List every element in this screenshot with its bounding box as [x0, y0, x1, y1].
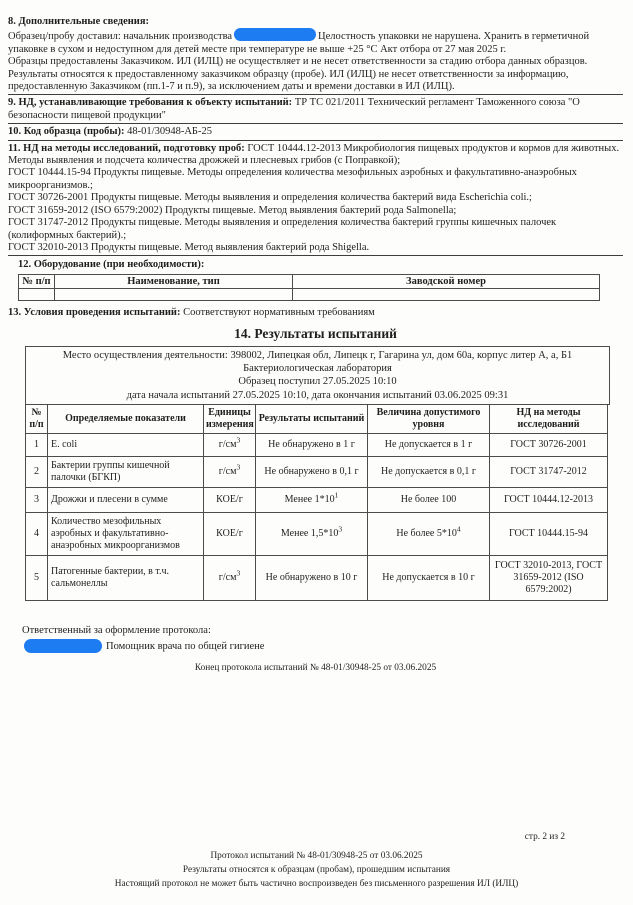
- table-row: 4 Количество мезофильных аэробных и факультативно-анаэробных микроорганизмов КОЕ/г Менее $1,5*10^3$ Не более $5*10^4$ ГОСТ 10444.15-94: [26, 512, 608, 555]
- results-header-row: [26, 404, 608, 433]
- section-11-label: 11. НД на методы исследований, подготовку проб:: [8, 142, 245, 154]
- equipment-header-serial: Заводской номер: [293, 274, 600, 289]
- section-11-first-item: ГОСТ 10444.12-2013 Микробиология пищевых продуктов и кормов для животных. Методы выявления и подсчета количества дрожжей и плесневых грибов (с Поправкой);: [8, 142, 620, 167]
- section-8-text-before-redaction: Образец/пробу доставил: начальник производства: [8, 31, 233, 43]
- page-footer: [0, 830, 633, 891]
- equipment-header-row: [19, 274, 600, 289]
- signature-block: [8, 625, 623, 654]
- method-line: ГОСТ 31747-2012 Продукты пищевые. Методы выявления и определения количества бактерий группы кишечных палочек (колиформных бактерий).;: [8, 217, 557, 241]
- laboratory-name: Бактериологическая лаборатория: [243, 363, 392, 375]
- page-number: стр. 2 из 2: [524, 832, 565, 842]
- results-header-num: № п/п: [26, 404, 48, 433]
- footer-protocol-number: Протокол испытаний № 48-01/30948-25 от 03.06.2025: [210, 851, 423, 861]
- table-row: 5 Патогенные бактерии, в т.ч. сальмонеллы $г/см^3$ Не обнаружено в 10 г Не допускается в 10 г ГОСТ 32010-2013, ГОСТ 31659-2012 (ISO 6579:2002): [26, 555, 608, 600]
- section-sample-code: [8, 124, 623, 140]
- table-row: 1 E. coli $г/см^3$ Не обнаружено в 1 г Не допускается в 1 г ГОСТ 30726-2001: [26, 433, 608, 456]
- method-line: ГОСТ 31659-2012 (ISO 6579:2002) Продукты пищевые. Метод выявления бактерий рода Salmonella;: [8, 204, 457, 216]
- redaction-box: [24, 639, 102, 653]
- section-13-label: 13. Условия проведения испытаний:: [8, 307, 181, 319]
- results-title: 14. Результаты испытаний: [234, 325, 397, 341]
- section-10-value: 48-01/30948-АБ-25: [124, 126, 212, 138]
- signature-label: Ответственный за оформление протокола:: [22, 624, 211, 636]
- equipment-header-num: № п/п: [19, 274, 55, 289]
- results-header-limit: Величина допустимого уровня: [368, 404, 490, 433]
- redaction-box: [234, 28, 316, 41]
- section-8-paragraph-2: Образцы предоставлены Заказчиком. ИЛ (ИЛЦ) не осуществляет и не несет ответственности за стадию отбора данных образцов. Результаты относятся к предоставленному заказчиком образцу (пробе). ИЛ (ИЛЦ) не несет ответственности за информацию, предоставленную Заказчиком (пп.1-7 и п.9), за исключением даты и времени доставки в ИЛ (ИЛЦ).: [8, 56, 588, 93]
- equipment-header-name: Наименование, тип: [55, 274, 293, 289]
- method-line: ГОСТ 30726-2001 Продукты пищевые. Методы выявления и определения количества бактерий вида Escherichia coli.;: [8, 192, 532, 204]
- section-8-text-after-redaction: Целостность упаковки не нарушена. Хранить в герметичной упаковке в сухом и недоступном для детей месте при температуре не выше +25 °С Акт отбора от 27 мая 2025 г.: [8, 31, 590, 55]
- results-header-indicator: Определяемые показатели: [48, 404, 204, 433]
- equipment-empty-row: [19, 289, 600, 301]
- section-10-label: 10. Код образца (пробы):: [8, 126, 125, 138]
- test-dates: дата начала испытаний 27.05.2025 10:10, дата окончания испытаний 03.06.2025 09:31: [126, 389, 509, 401]
- section-additional-info: [8, 16, 623, 95]
- footer-reproduction-note: Настоящий протокол не может быть частично воспроизведен без письменного разрешения ИЛ (ИЛЦ): [114, 879, 519, 889]
- sample-received: Образец поступил 27.05.2025 10:10: [238, 376, 397, 388]
- footer-results-note: Результаты относятся к образцам (пробам), прошедшим испытания: [182, 865, 451, 875]
- equipment-table: [18, 274, 600, 302]
- section-equipment: [8, 259, 623, 301]
- results-header-result: Результаты испытаний: [256, 404, 368, 433]
- section-conditions: [8, 307, 623, 319]
- results-table: [25, 404, 608, 601]
- section-9-label: 9. НД, устанавливающие требования к объекту испытаний:: [8, 97, 293, 109]
- activity-address: Место осуществления деятельности: 398002, Липецкая обл, Липецк г, Гагарина ул, дом 60а, корпус литер А, а, Б1: [62, 350, 573, 362]
- results-meta-box: [25, 346, 610, 405]
- table-row: 3 Дрожжи и плесени в сумме КОЕ/г Менее $1*10^1$ Не более 100 ГОСТ 10444.12-2013: [26, 487, 608, 512]
- section-8-title: 8. Дополнительные сведения:: [8, 16, 150, 27]
- results-header-unit: Единицы измерения: [204, 404, 256, 433]
- results-header-method: НД на методы исследований: [490, 404, 608, 433]
- signature-role: Помощник врача по общей гигиене: [106, 641, 265, 653]
- method-line: ГОСТ 10444.15-94 Продукты пищевые. Методы определения количества мезофильных аэробных и факультативно-анаэробных микроорганизмов.;: [8, 167, 577, 191]
- section-13-text: Соответствуют нормативным требованиям: [180, 307, 375, 319]
- method-line: ГОСТ 32010-2013 Продукты пищевые. Метод выявления бактерий рода Shigella.: [8, 241, 370, 253]
- section-methods: [8, 141, 623, 257]
- end-of-protocol-line: Конец протокола испытаний № 48-01/30948-25 от 03.06.2025: [194, 662, 437, 673]
- section-requirements: [8, 95, 623, 124]
- section-12-title: 12. Оборудование (при необходимости):: [18, 259, 205, 271]
- section-9-text: ТР ТС 021/2011 Технический регламент Таможенного союза "О безопасности пищевой продукции": [8, 97, 580, 121]
- table-row: 2 Бактерии группы кишечной палочки (БГКП) $г/см^3$ Не обнаружено в 0,1 г Не допускается в 0,1 г ГОСТ 31747-2012: [26, 456, 608, 487]
